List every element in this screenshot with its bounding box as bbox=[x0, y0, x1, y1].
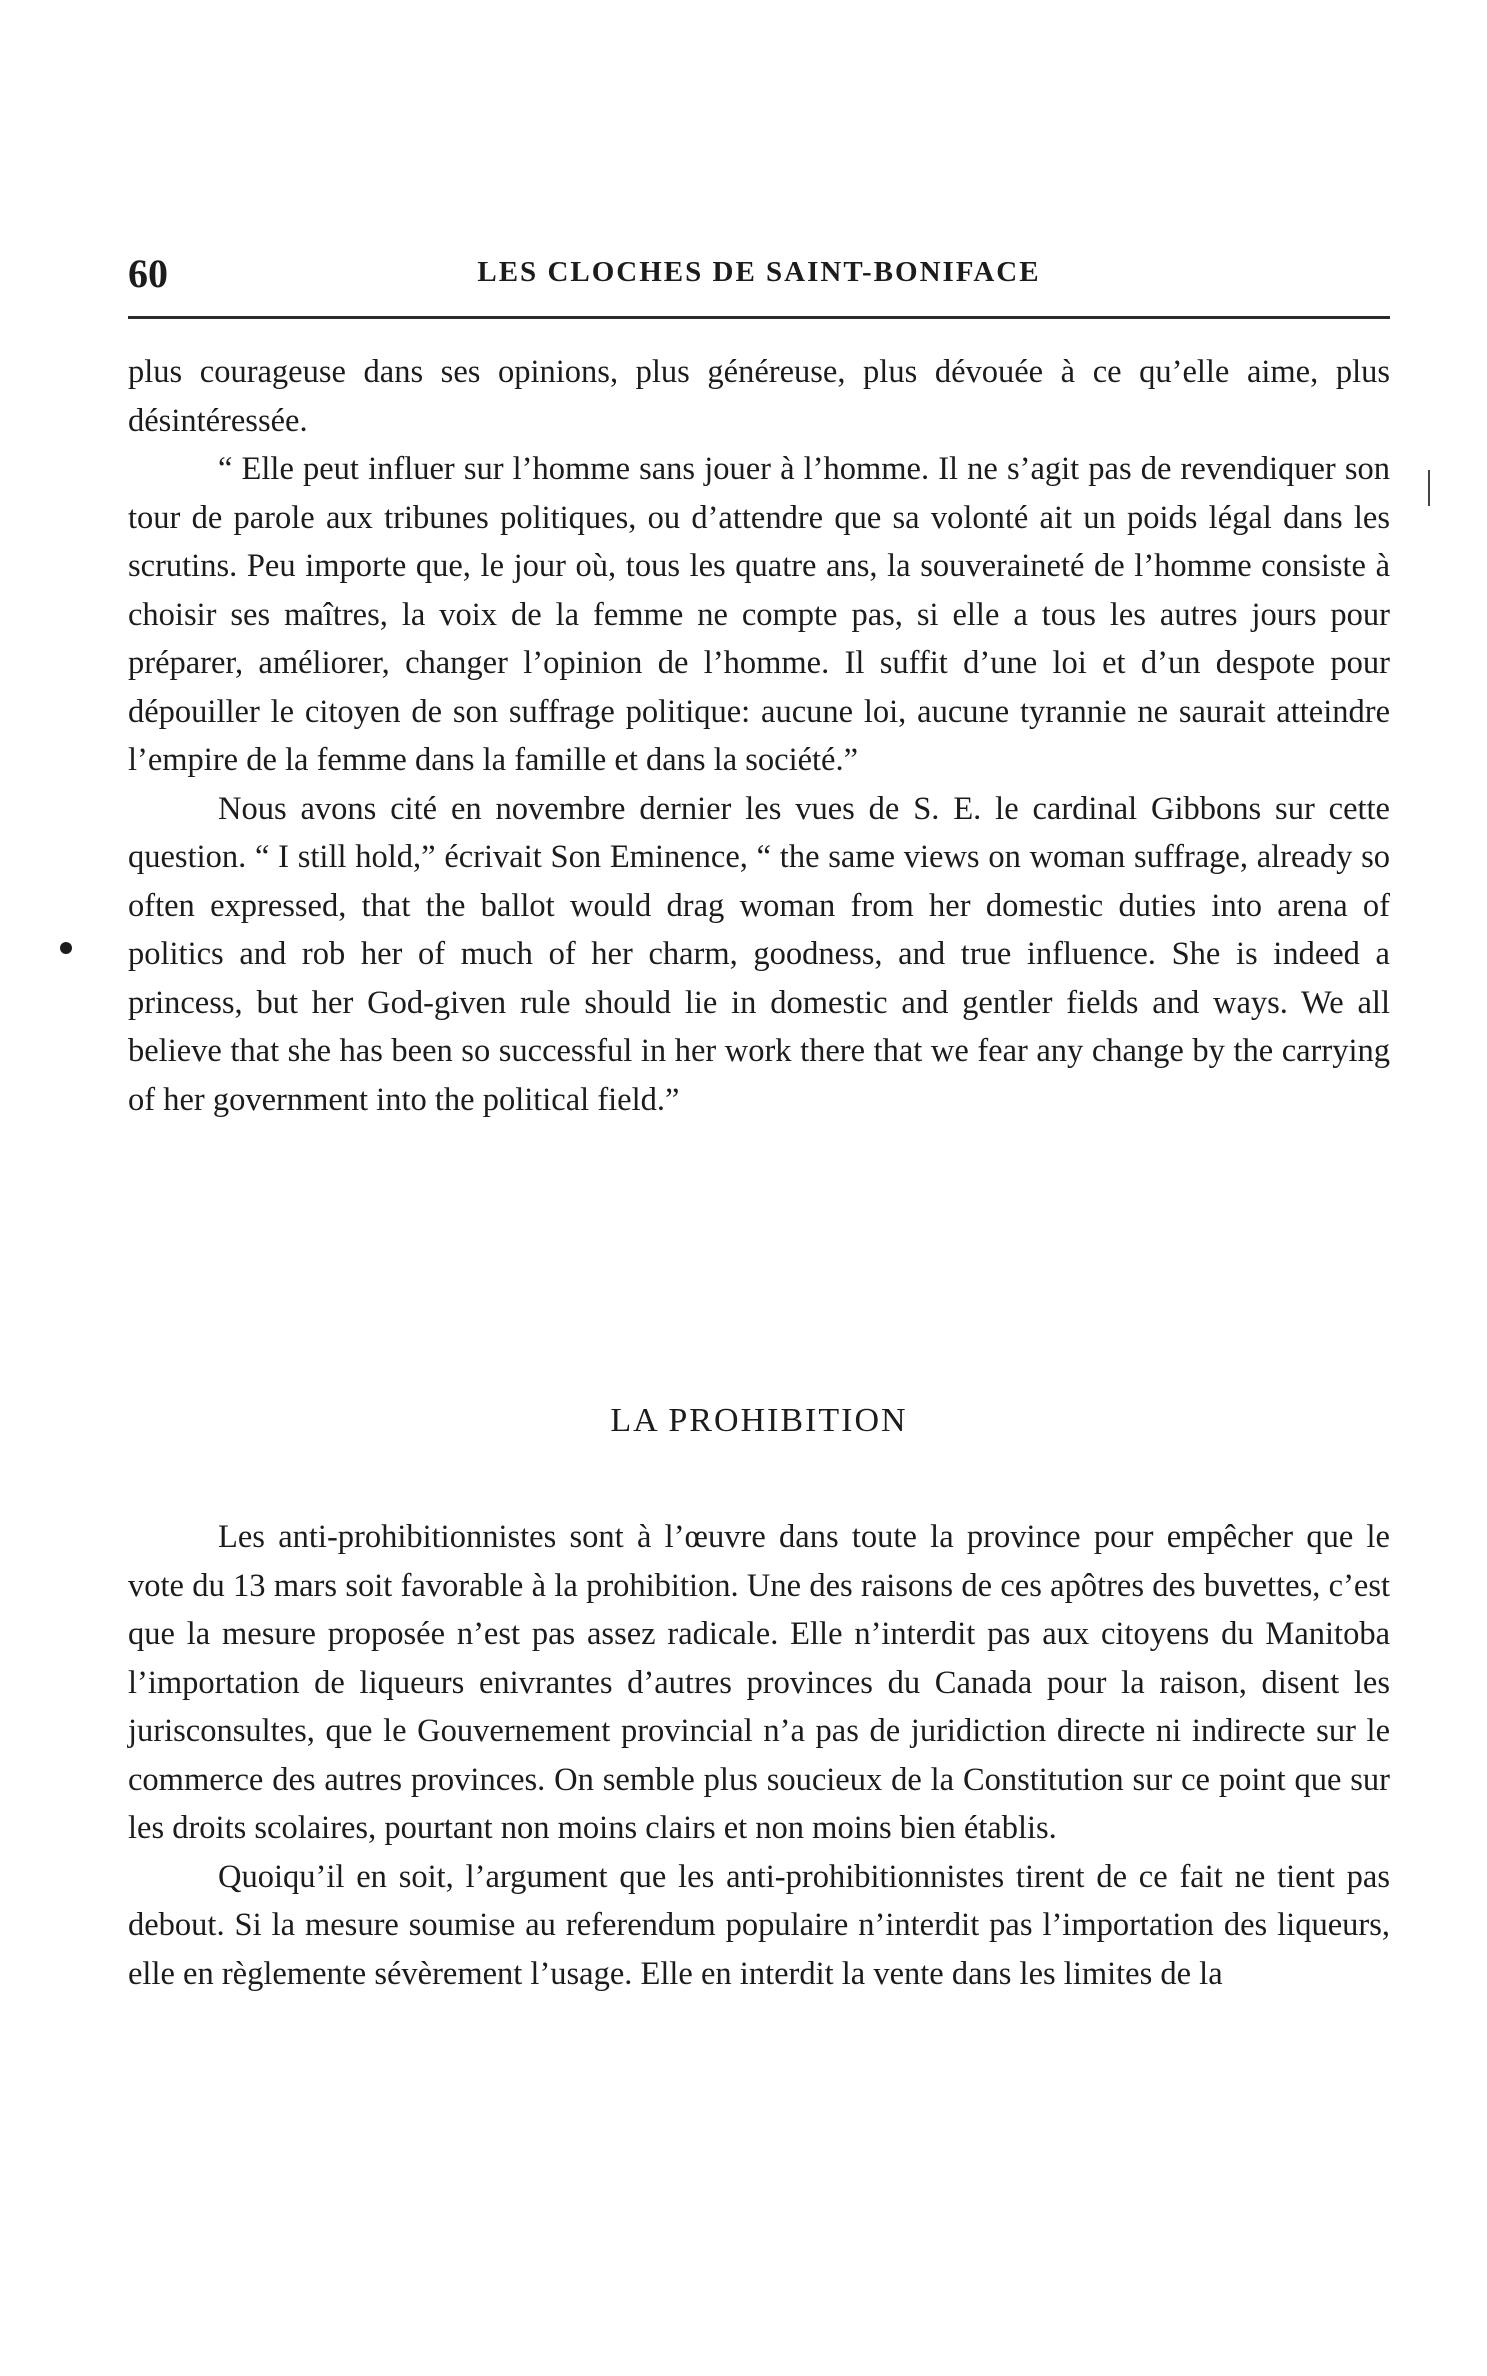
text-section-prohibition bbox=[128, 1513, 1390, 1998]
margin-dot bbox=[60, 942, 72, 954]
paragraph: Les anti-prohibitionnistes sont à l’œuvre dans toute la province pour empêcher que le vote du 13 mars soit favorable à la prohibition. Une des raisons de ces apôtres des buvettes, c’est que la mesure proposée n’est pas assez radicale. Elle n’interdit pas aux citoyens du Manitoba l’importation de liqueurs enivrantes d’autres provinces du Canada pour la raison, disent les jurisconsultes, que le Gouvernement provincial n’a pas de juridiction directe ni indirecte sur le commerce des autres provinces. On semble plus soucieux de la Constitution sur ce point que sur les droits scolaires, pourtant non moins clairs et non moins bien établis. bbox=[128, 1519, 1390, 1846]
text-section-suffrage bbox=[128, 348, 1390, 1124]
page-header bbox=[128, 250, 1390, 294]
paragraph: plus courageuse dans ses opinions, plus généreuse, plus dévouée à ce qu’elle aime, plus désintéressée. bbox=[128, 354, 1390, 439]
paragraph: Quoiqu’il en soit, l’argument que les anti-prohibitionnistes tirent de ce fait ne tient pas debout. Si la mesure soumise au referendum populaire n’interdit pas l’importation des liqueurs, elle en règlemente sévèrement l’usage. Elle en interdit la vente dans les limites de la bbox=[128, 1858, 1390, 1992]
running-title: LES CLOCHES DE SAINT-BONIFACE bbox=[477, 256, 1041, 288]
margin-mark bbox=[1428, 470, 1430, 506]
section-title: LA PROHIBITION bbox=[610, 1402, 908, 1439]
paragraph: “ Elle peut influer sur l’homme sans jouer à l’homme. Il ne s’agit pas de revendiquer son tour de parole aux tribunes politiques, ou d’attendre que sa volonté ait un poids légal dans les scrutins. Peu importe que, le jour où, tous les quatre ans, la souveraineté de l’homme consiste à choisir ses maîtres, la voix de la femme ne compte pas, si elle a tous les autres jours pour préparer, améliorer, changer l’opinion de l’homme. Il suffit d’une loi et d’un despote pour dépouiller le citoyen de son suffrage politique: aucune loi, aucune tyrannie ne saurait atteindre l’empire de la femme dans la famille et dans la société.” bbox=[128, 451, 1390, 778]
page-number: 60 bbox=[128, 251, 168, 296]
paragraph: Nous avons cité en novembre dernier les vues de S. E. le cardinal Gibbons sur cette question. “ I still hold,” écrivait Son Eminence, “ the same views on woman suffrage, already so often expressed, that the ballot would drag woman from her domestic duties into arena of politics and rob her of much of her charm, goodness, and true influence. She is indeed a princess, but her God-given rule should lie in domestic and gentler fields and ways. We all believe that she has been so successful in her work there that we fear any change by the carrying of her government into the political field.” bbox=[128, 790, 1390, 1118]
header-rule bbox=[128, 316, 1390, 319]
